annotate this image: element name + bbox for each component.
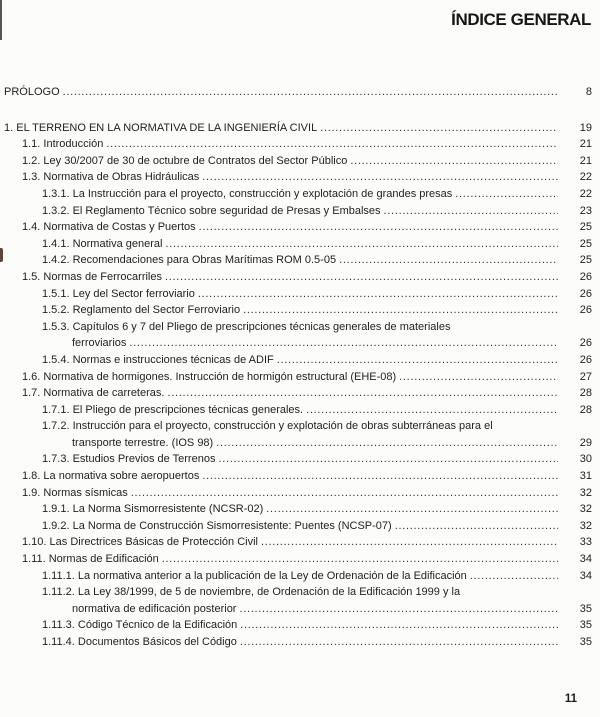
toc-entry-page: 31	[579, 470, 592, 483]
dot-leader	[243, 302, 558, 319]
toc-entry-page: 33	[579, 536, 592, 549]
toc-entry	[4, 319, 592, 336]
toc-entry-page: 35	[579, 619, 592, 632]
toc-entry-text: 1.9.2. La Norma de Construcción Sismorresistente: Puentes (NCSP-07)	[42, 519, 392, 532]
toc-entry	[4, 219, 592, 236]
dot-leader	[240, 634, 558, 651]
toc-entry	[4, 485, 592, 502]
dot-leader	[306, 402, 558, 419]
toc-entry	[4, 451, 592, 468]
toc-entry	[4, 335, 592, 352]
toc-entry	[4, 286, 592, 303]
toc-entry	[4, 169, 592, 186]
toc-entry-page: 25	[579, 237, 592, 250]
toc-entry-text: 1.5.4. Normas e instrucciones técnicas de ADIF	[42, 353, 274, 366]
dot-leader	[129, 335, 558, 352]
toc-entry	[4, 601, 592, 618]
dot-leader	[202, 169, 558, 186]
toc-entry	[4, 634, 592, 651]
toc-entry-text: 1.7.2. Instrucción para el proyecto, construcción y explotación de obras subterráneas para el	[42, 420, 493, 433]
toc-entry	[4, 534, 592, 551]
toc-entry-text: 1.11.1. La normativa anterior a la publicación de la Ley de Ordenación de la Edificación	[42, 569, 467, 582]
dot-leader	[198, 286, 558, 303]
toc-entry-text: 1.7.1. El Pliego de prescripciones técnicas generales.	[42, 403, 304, 416]
toc-entry	[4, 418, 592, 435]
toc-entry-text: 1.11. Normas de Edificación	[22, 553, 159, 566]
toc-entry-text: 1.4.2. Recomendaciones para Obras Marítimas ROM 0.5-05	[42, 254, 337, 267]
dot-leader	[320, 120, 558, 137]
toc-entry-page: 34	[579, 553, 592, 566]
toc-entry-page: 30	[579, 453, 592, 466]
toc-entry-text: 1.4.1. Normativa general	[42, 237, 163, 250]
dot-leader	[455, 186, 558, 203]
toc-entry-text: 1.9.1. La Norma Sismorresistente (NCSR-02)	[42, 503, 264, 516]
toc-entry-page: 19	[579, 121, 592, 134]
toc-entry-text: 1.5.3. Capítulos 6 y 7 del Pliego de prescripciones técnicas generales de materiales	[42, 320, 451, 333]
toc-entry	[4, 186, 592, 203]
toc-entry	[4, 568, 592, 585]
toc-entry	[4, 120, 592, 137]
toc-entry	[4, 153, 592, 170]
toc-entry-page: 35	[579, 636, 592, 648]
toc-entry-text: 1.4. Normativa de Costas y Puertos	[22, 221, 196, 234]
toc-entry-page: 26	[579, 304, 592, 317]
toc-entry-page: 27	[579, 370, 592, 383]
toc-entry-text: 1.5.1. Ley del Sector ferroviario	[42, 287, 195, 300]
toc-entry-page: 22	[579, 187, 592, 200]
dot-leader	[399, 369, 558, 386]
dot-leader	[131, 485, 558, 502]
toc-entry	[4, 385, 592, 402]
dot-leader	[277, 352, 558, 369]
toc-entry-page: 22	[579, 171, 592, 184]
toc-entry	[4, 203, 592, 220]
toc-entry-page: 32	[579, 503, 592, 516]
toc-entry	[4, 84, 592, 101]
dot-leader	[384, 203, 558, 220]
folio-page-number: 11	[564, 693, 577, 705]
toc-entry	[4, 136, 592, 153]
toc-entry	[4, 302, 592, 319]
dot-leader	[266, 501, 558, 518]
toc-entry-page: 21	[579, 138, 592, 151]
dot-leader	[167, 385, 558, 402]
toc-entry-text: 1.1. Introducción	[22, 138, 104, 151]
toc-entry-page: 32	[579, 486, 592, 499]
toc-entry-text: ferroviarios	[72, 337, 127, 350]
toc-entry	[4, 518, 592, 535]
toc-entry-text: 1.3.2. El Reglamento Técnico sobre seguridad de Presas y Embalses	[42, 204, 381, 217]
toc-entry-text: 1.2. Ley 30/2007 de 30 de octubre de Contratos del Sector Público	[22, 154, 348, 167]
dot-leader	[239, 601, 558, 618]
dot-leader	[339, 252, 558, 269]
dot-leader	[199, 219, 558, 236]
toc-entry	[4, 252, 592, 269]
toc-entry-text: 1.3.1. La Instrucción para el proyecto, construcción y explotación de grandes presas	[42, 187, 453, 200]
toc-entry-text: 1.5.2. Reglamento del Sector Ferroviario	[42, 304, 241, 317]
dot-leader	[470, 568, 558, 585]
dot-leader	[261, 534, 558, 551]
toc-entry-page: 34	[579, 569, 592, 582]
toc-entry	[4, 617, 592, 634]
dot-leader	[216, 435, 558, 452]
dot-leader	[240, 617, 558, 634]
toc-entry-text: normativa de edificación posterior	[72, 602, 237, 615]
toc-entry-page: 26	[579, 353, 592, 366]
dot-leader	[350, 153, 558, 170]
toc-entry-text: 1.6. Normativa de hormigones. Instrucción de hormigón estructural (EHE-08)	[22, 370, 397, 383]
toc-entry	[4, 501, 592, 518]
toc-entry-text: 1.8. La normativa sobre aeropuertos	[22, 470, 200, 483]
dot-leader	[218, 451, 558, 468]
toc-entry	[4, 236, 592, 253]
toc-entry	[4, 468, 592, 485]
toc-entry	[4, 269, 592, 286]
dot-leader	[165, 269, 558, 286]
toc-entry-text: 1. EL TERRENO EN LA NORMATIVA DE LA INGENIERÍA CIVIL	[4, 121, 318, 134]
toc-entry-text: 1.9. Normas sísmicas	[22, 486, 128, 499]
toc-entry-text: 1.11.3. Código Técnico de la Edificación	[42, 619, 238, 632]
toc-entry-page: 32	[579, 519, 592, 532]
toc-entry-text: 1.7.3. Estudios Previos de Terrenos	[42, 453, 216, 466]
toc-entry-text: 1.7. Normativa de carreteras.	[22, 387, 165, 400]
page-title: ÍNDICE GENERAL	[451, 10, 591, 29]
dot-leader	[202, 468, 558, 485]
toc-entry	[4, 352, 592, 369]
toc-entry-page: 29	[579, 436, 592, 449]
dot-leader	[106, 136, 558, 153]
toc-entry	[4, 584, 592, 601]
toc-entry-page: 25	[579, 221, 592, 234]
toc-entry-page: 26	[579, 337, 592, 350]
toc-entry	[4, 435, 592, 452]
toc-entry-page: 26	[579, 270, 592, 283]
toc-entry-page: 26	[579, 287, 592, 300]
dot-leader	[162, 551, 558, 568]
toc-entry-text: 1.3. Normativa de Obras Hidráulicas	[22, 171, 200, 184]
scan-edge-artifact	[0, 248, 3, 262]
toc-entry-page: 35	[579, 602, 592, 615]
toc-entry-text: 1.11.4. Documentos Básicos del Código	[42, 636, 237, 648]
toc-entry-page: 28	[579, 387, 592, 400]
toc-entry-text: PRÓLOGO	[4, 86, 60, 98]
toc-entry	[4, 551, 592, 568]
toc-entry-page: 21	[579, 154, 592, 167]
dot-leader	[395, 518, 558, 535]
toc-entry-text: transporte terrestre. (IOS 98)	[72, 436, 214, 449]
scan-edge-artifact	[0, 0, 2, 40]
toc-entry-page: 28	[579, 403, 592, 416]
toc-entry-text: 1.10. Las Directrices Básicas de Protección Civil	[22, 536, 258, 549]
dot-leader	[165, 236, 558, 253]
toc-entry-page: 25	[579, 254, 592, 267]
toc-entry-text: 1.5. Normas de Ferrocarriles	[22, 270, 162, 283]
toc-entry	[4, 402, 592, 419]
toc-entry	[4, 369, 592, 386]
dot-leader	[63, 84, 558, 101]
toc-entry-page: 8	[585, 86, 592, 98]
table-of-contents	[4, 84, 592, 651]
toc-entry-page: 23	[579, 204, 592, 217]
toc-entry-text: 1.11.2. La Ley 38/1999, de 5 de noviembre, de Ordenación de la Edificación 1999 y la	[42, 586, 461, 599]
